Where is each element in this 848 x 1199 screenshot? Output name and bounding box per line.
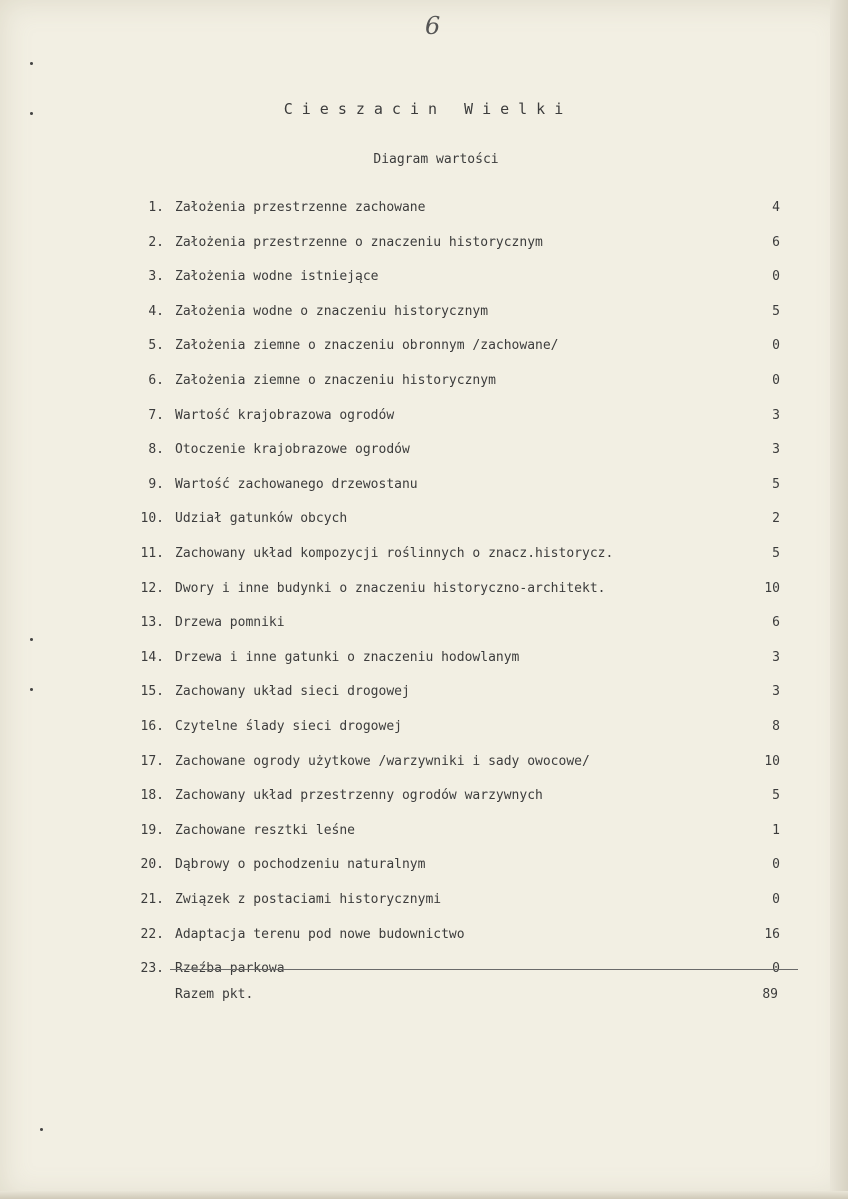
item-value: 0 (772, 961, 780, 977)
item-label: Zachowany układ sieci drogowej (175, 684, 410, 700)
item-value: 1 (772, 822, 780, 838)
page-edge-bottom (0, 1191, 848, 1199)
item-label: Wartość krajobrazowa ogrodów (175, 407, 395, 423)
item-number: 15. (140, 684, 164, 700)
item-value: 5 (772, 546, 780, 561)
item-value: 4 (772, 200, 780, 215)
item-value: 16 (764, 926, 780, 942)
list-item (130, 786, 780, 806)
item-number: 7. (148, 407, 164, 423)
item-value: 5 (772, 476, 780, 492)
item-label: Związek z postaciami historycznymi (175, 892, 442, 907)
list-item (130, 440, 780, 460)
list-item (130, 717, 780, 737)
item-value: 10 (764, 753, 780, 769)
item-number: 2. (148, 234, 164, 250)
item-number: 9. (148, 476, 164, 492)
list-item (130, 406, 780, 426)
item-number: 18. (140, 788, 164, 804)
item-label: Założenia ziemne o znaczeniu historycznym (175, 373, 496, 388)
item-number: 16. (140, 719, 164, 734)
list-item (130, 233, 780, 253)
item-label: Adaptacja terenu pod nowe budownictwo (175, 926, 465, 942)
item-label: Założenia wodne istniejące (175, 269, 379, 285)
item-label: Założenia ziemne o znaczeniu obronnym /zachowane/ (175, 338, 559, 354)
item-number: 13. (140, 615, 164, 631)
item-value: 6 (772, 234, 780, 250)
item-label: Otoczenie krajobrazowe ogrodów (175, 442, 410, 458)
item-value: 0 (772, 857, 780, 873)
item-number: 5. (148, 338, 164, 354)
item-value: 0 (772, 269, 780, 285)
item-number: 3. (148, 269, 164, 285)
list-item (130, 371, 780, 391)
item-number: 22. (140, 926, 164, 942)
list-item (130, 267, 780, 287)
item-label: Drzewa i inne gatunki o znaczeniu hodowlanym (175, 649, 520, 665)
item-label: Zachowane resztki leśne (175, 822, 356, 838)
page-number: 6 (425, 12, 441, 40)
item-value: 10 (764, 580, 780, 596)
item-label: Zachowany układ przestrzenny ogrodów warzywnych (175, 788, 543, 804)
list-item (130, 925, 780, 945)
list-item (130, 682, 780, 702)
page-title: Cieszacin Wielki (283, 100, 573, 118)
item-number: 8. (148, 442, 164, 458)
list-item (130, 890, 780, 910)
total-label: Razem pkt. (175, 987, 254, 1002)
page-edge-right (830, 0, 848, 1199)
item-label: Dąbrowy o pochodzeniu naturalnym (175, 857, 426, 873)
item-value: 5 (772, 303, 780, 319)
item-number: 21. (140, 892, 164, 907)
item-value: 3 (772, 407, 780, 423)
item-value: 3 (772, 649, 780, 665)
item-number: 1. (148, 200, 164, 215)
total-value: 89 (762, 987, 778, 1002)
list-item (130, 579, 780, 599)
page-subtitle: Diagram wartości (373, 152, 499, 167)
item-value: 0 (772, 892, 780, 907)
item-value: 5 (772, 788, 780, 804)
list-item (130, 648, 780, 668)
item-value: 6 (772, 615, 780, 631)
item-label: Zachowany układ kompozycji roślinnych o znacz.historycz. (175, 546, 614, 561)
item-label: Udział gatunków obcych (175, 511, 348, 527)
list-item (130, 475, 780, 495)
summary-underline (170, 969, 798, 970)
list-item (130, 336, 780, 356)
item-label: Zachowane ogrody użytkowe /warzywniki i sady owocowe/ (175, 753, 590, 769)
margin-mark (30, 638, 33, 641)
list-item (130, 544, 780, 564)
list-item (130, 509, 780, 529)
item-number: 17. (140, 753, 164, 769)
item-label: Wartość zachowanego drzewostanu (175, 476, 418, 492)
item-number: 23. (140, 961, 164, 977)
list-item (130, 302, 780, 322)
margin-mark (40, 1128, 43, 1131)
list-item (130, 613, 780, 633)
item-label: Dwory i inne budynki o znaczeniu historyczno-architekt. (175, 580, 606, 596)
list-item (130, 821, 780, 841)
list-item (130, 198, 780, 218)
item-label: Założenia wodne o znaczeniu historycznym (175, 303, 489, 319)
item-value: 3 (772, 684, 780, 700)
item-value: 2 (772, 511, 780, 527)
list-item (130, 855, 780, 875)
margin-mark (30, 62, 33, 65)
item-value: 3 (772, 442, 780, 458)
item-label: Czytelne ślady sieci drogowej (175, 719, 402, 734)
item-number: 6. (148, 373, 164, 388)
item-number: 11. (140, 546, 164, 561)
item-value: 8 (772, 719, 780, 734)
item-number: 12. (140, 580, 164, 596)
item-number: 10. (140, 511, 164, 527)
margin-mark (30, 688, 33, 691)
item-number: 19. (140, 822, 164, 838)
list-item (130, 752, 780, 772)
item-label: Drzewa pomniki (175, 615, 285, 631)
item-number: 14. (140, 649, 164, 665)
item-label: Założenia przestrzenne zachowane (175, 200, 426, 215)
item-value: 0 (772, 338, 780, 354)
item-label: Założenia przestrzenne o znaczeniu historycznym (175, 234, 543, 250)
item-number: 4. (148, 303, 164, 319)
item-value: 0 (772, 373, 780, 388)
item-number: 20. (140, 857, 164, 873)
item-label: Rzeźba parkowa (175, 961, 285, 977)
